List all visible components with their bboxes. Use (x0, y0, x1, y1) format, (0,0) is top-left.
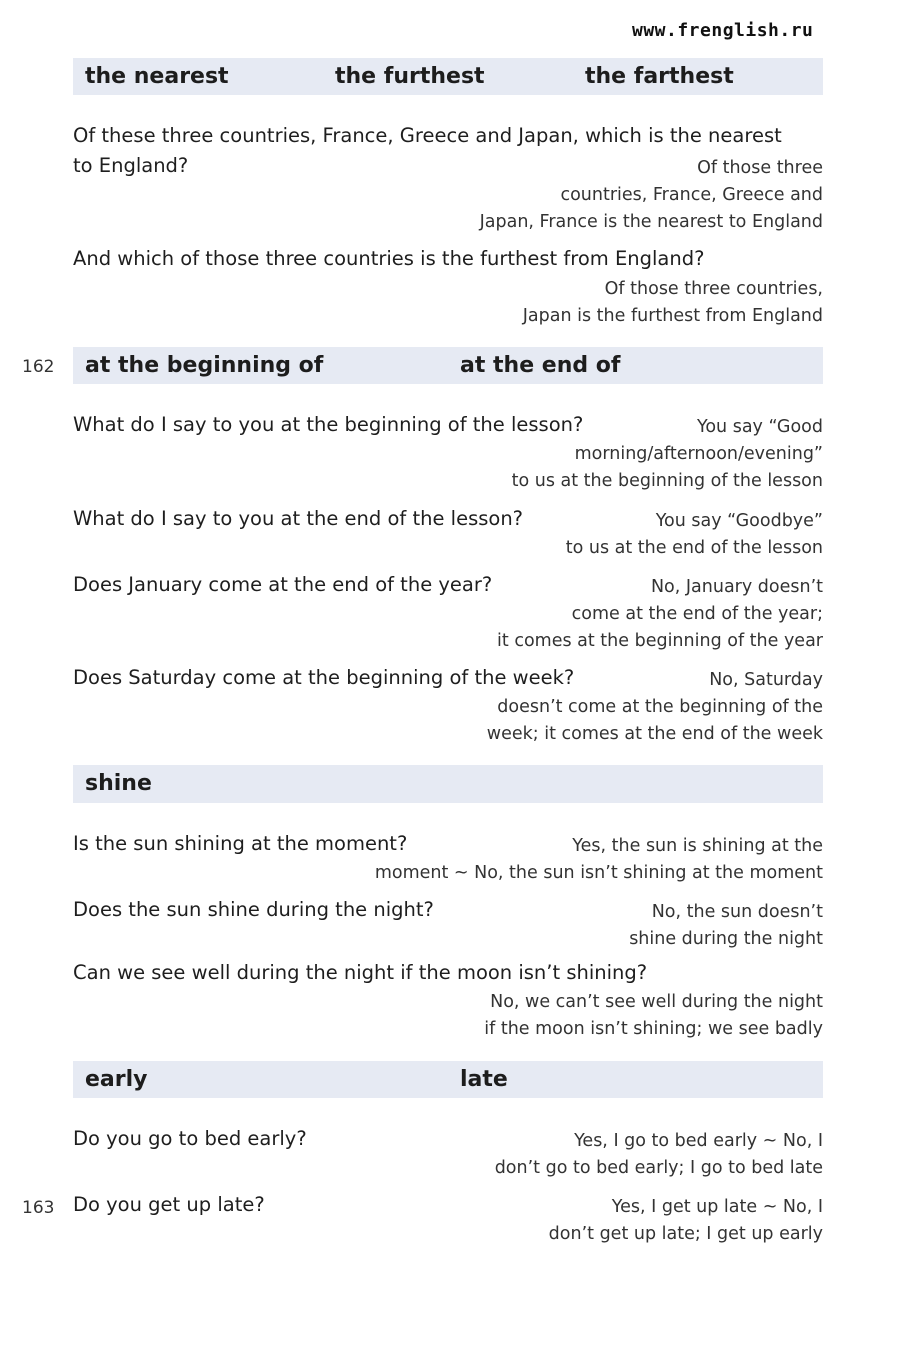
answer: Yes, I go to bed early ~ No, I don’t go to bed early; I go to bed late (494, 1131, 823, 1178)
question: Can we see well during the night if the moon isn’t shining? (73, 961, 648, 984)
page-number: 162 (22, 357, 55, 377)
question: Of these three countries, France, Greece and Japan, which is the nearest (73, 124, 782, 147)
answer: Of those three countries, France, Greece and Japan, France is the nearest to England (479, 158, 823, 232)
header-term: the furthest (335, 63, 485, 89)
question: Do you get up late? (73, 1193, 265, 1216)
answer: No, we can’t see well during the night if the moon isn’t shining; we see badly (484, 992, 823, 1039)
header-term: early (85, 1066, 148, 1092)
answer: You say “Good morning/afternoon/evening” to us at the beginning of the lesson (511, 417, 823, 491)
section-header-nearest-furthest (73, 58, 823, 95)
question: Does Saturday come at the beginning of the week? (73, 666, 575, 689)
question: Does January come at the end of the year? (73, 573, 493, 596)
answer: No, Saturday doesn’t come at the beginning of the week; it comes at the end of the week (486, 670, 823, 744)
answer: No, the sun doesn’t shine during the night (629, 902, 823, 949)
header-term: late (460, 1066, 508, 1092)
header-term: the nearest (85, 63, 229, 89)
header-term: at the beginning of (85, 352, 324, 378)
question: And which of those three countries is the furthest from England? (73, 247, 705, 270)
header-term: at the end of (460, 352, 621, 378)
question: What do I say to you at the end of the lesson? (73, 507, 524, 530)
header-term: shine (85, 771, 152, 796)
header-term: the farthest (585, 63, 734, 89)
question: Does the sun shine during the night? (73, 898, 434, 921)
section-header-shine (73, 765, 823, 803)
question: Do you go to bed early? (73, 1127, 307, 1150)
question: Is the sun shining at the moment? (73, 832, 408, 855)
section-header-beginning-end (73, 347, 823, 384)
answer: Of those three countries, Japan is the furthest from England (522, 279, 823, 326)
site-url: www.frenglish.ru (632, 20, 814, 41)
answer: Yes, the sun is shining at the moment ~ No, the sun isn’t shining at the moment (374, 836, 823, 883)
page-number: 163 (22, 1198, 55, 1218)
answer: Yes, I get up late ~ No, I don’t get up late; I get up early (548, 1197, 823, 1244)
question: What do I say to you at the beginning of the lesson? (73, 413, 584, 436)
section-header-early-late (73, 1061, 823, 1098)
answer: No, January doesn’t come at the end of the year; it comes at the beginning of the year (497, 577, 823, 651)
answer: You say “Goodbye” to us at the end of the lesson (565, 511, 823, 558)
question: to England? (73, 154, 189, 177)
